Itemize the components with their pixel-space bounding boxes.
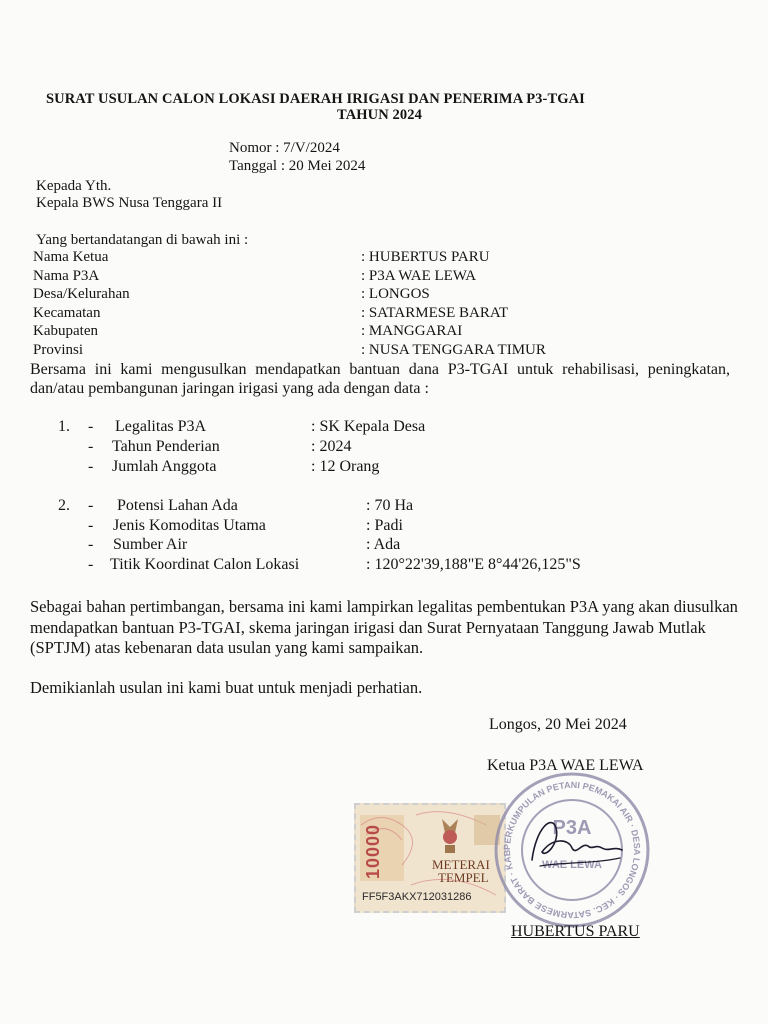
identity-label: Nama P3A [33,268,100,284]
recipient-salutation: Kepada Yth. [36,178,112,194]
seal-sub-text: WAE LEWA [542,859,602,871]
meterai-amount: 10000 [363,823,384,880]
item-label: Titik Koordinat Calon Lokasi [110,556,300,573]
item-label: Jumlah Anggota [112,458,217,475]
item-label: Jenis Komoditas Utama [113,517,266,534]
letter-number: Nomor : 7/V/2024 [229,140,340,156]
identity-value: : SATARMESE BARAT [361,305,509,321]
item-value: : 70 Ha [366,497,414,514]
attachment-paragraph: Sebagai bahan pertimbangan, bersama ini kami lampirkan legalitas pembentukan P3A yang akan diusulkan mendapatkan bantuan P3-TGAI, skema jaringan irigasi dan Surat Pernyataan Tanggung Jawab Mutlak (SPTJM) atas kebenaran data usulan yang kami sampaikan. [30,597,738,657]
seal-ring-text: PERKUMPULAN PETANI PEMAKAI AIR · DESA LONGOS · KEC. SATARMESE BARAT · KAB [501,779,643,921]
item-value: : 12 Orang [311,458,380,475]
item-label: Sumber Air [113,536,188,553]
identity-value: : HUBERTUS PARU [361,249,490,265]
request-paragraph: Bersama ini kami mengusulkan mendapatkan bantuan dana P3-TGAI untuk rehabilisasi, peningkatan, dan/atau pembangunan jaringan irigasi yang ada dengan data : [30,361,730,397]
section-number: 1. [58,418,70,435]
item-value: : SK Kepala Desa [311,418,426,435]
seal-center-text: P3A [552,817,592,839]
meterai-label: METERAI [432,857,490,872]
identity-label: Kabupaten [33,323,98,339]
bullet-dash: - [88,556,94,573]
signatory-name: HUBERTUS PARU [511,923,640,940]
item-value: : Padi [366,517,403,534]
identity-label: Provinsi [33,342,84,358]
meterai-stamp [354,803,506,913]
signature-place-date: Longos, 20 Mei 2024 [489,716,627,733]
bullet-dash: - [88,458,94,475]
document-title-year: TAHUN 2024 [337,107,422,123]
intro-text: Yang bertandatangan di bawah ini : [36,232,249,248]
identity-label: Desa/Kelurahan [33,286,130,302]
document-title: SURAT USULAN CALON LOKASI DAERAH IRIGASI DAN PENERIMA P3-TGAI [46,91,585,107]
identity-value: : NUSA TENGGARA TIMUR [361,342,546,358]
identity-value: : MANGGARAI [361,323,463,339]
handwritten-signature [522,808,632,878]
item-label: Tahun Penderian [112,438,220,455]
bullet-dash: - [88,438,94,455]
bullet-dash: - [88,418,94,435]
bullet-dash: - [88,517,94,534]
recipient-name: Kepala BWS Nusa Tenggara II [36,195,223,211]
identity-label: Nama Ketua [33,249,109,265]
bullet-dash: - [88,497,94,514]
identity-value: : LONGOS [361,286,430,302]
identity-label: Kecamatan [33,305,101,321]
section-number: 2. [58,497,70,514]
item-label: Potensi Lahan Ada [117,497,238,514]
signature-position: Ketua P3A WAE LEWA [487,757,644,774]
meterai-label-2: TEMPEL [438,870,489,885]
letter-date: Tanggal : 20 Mei 2024 [229,158,366,174]
item-value: : 120°22'39,188"E 8°44'26,125"S [366,556,581,573]
closing-sentence: Demikianlah usulan ini kami buat untuk menjadi perhatian. [30,678,423,697]
item-value: : 2024 [311,438,352,455]
meterai-serial: FF5F3AKX712031286 [362,891,472,903]
bullet-dash: - [88,536,94,553]
identity-value: : P3A WAE LEWA [361,268,477,284]
item-value: : Ada [366,536,401,553]
item-label: Legalitas P3A [115,418,207,435]
